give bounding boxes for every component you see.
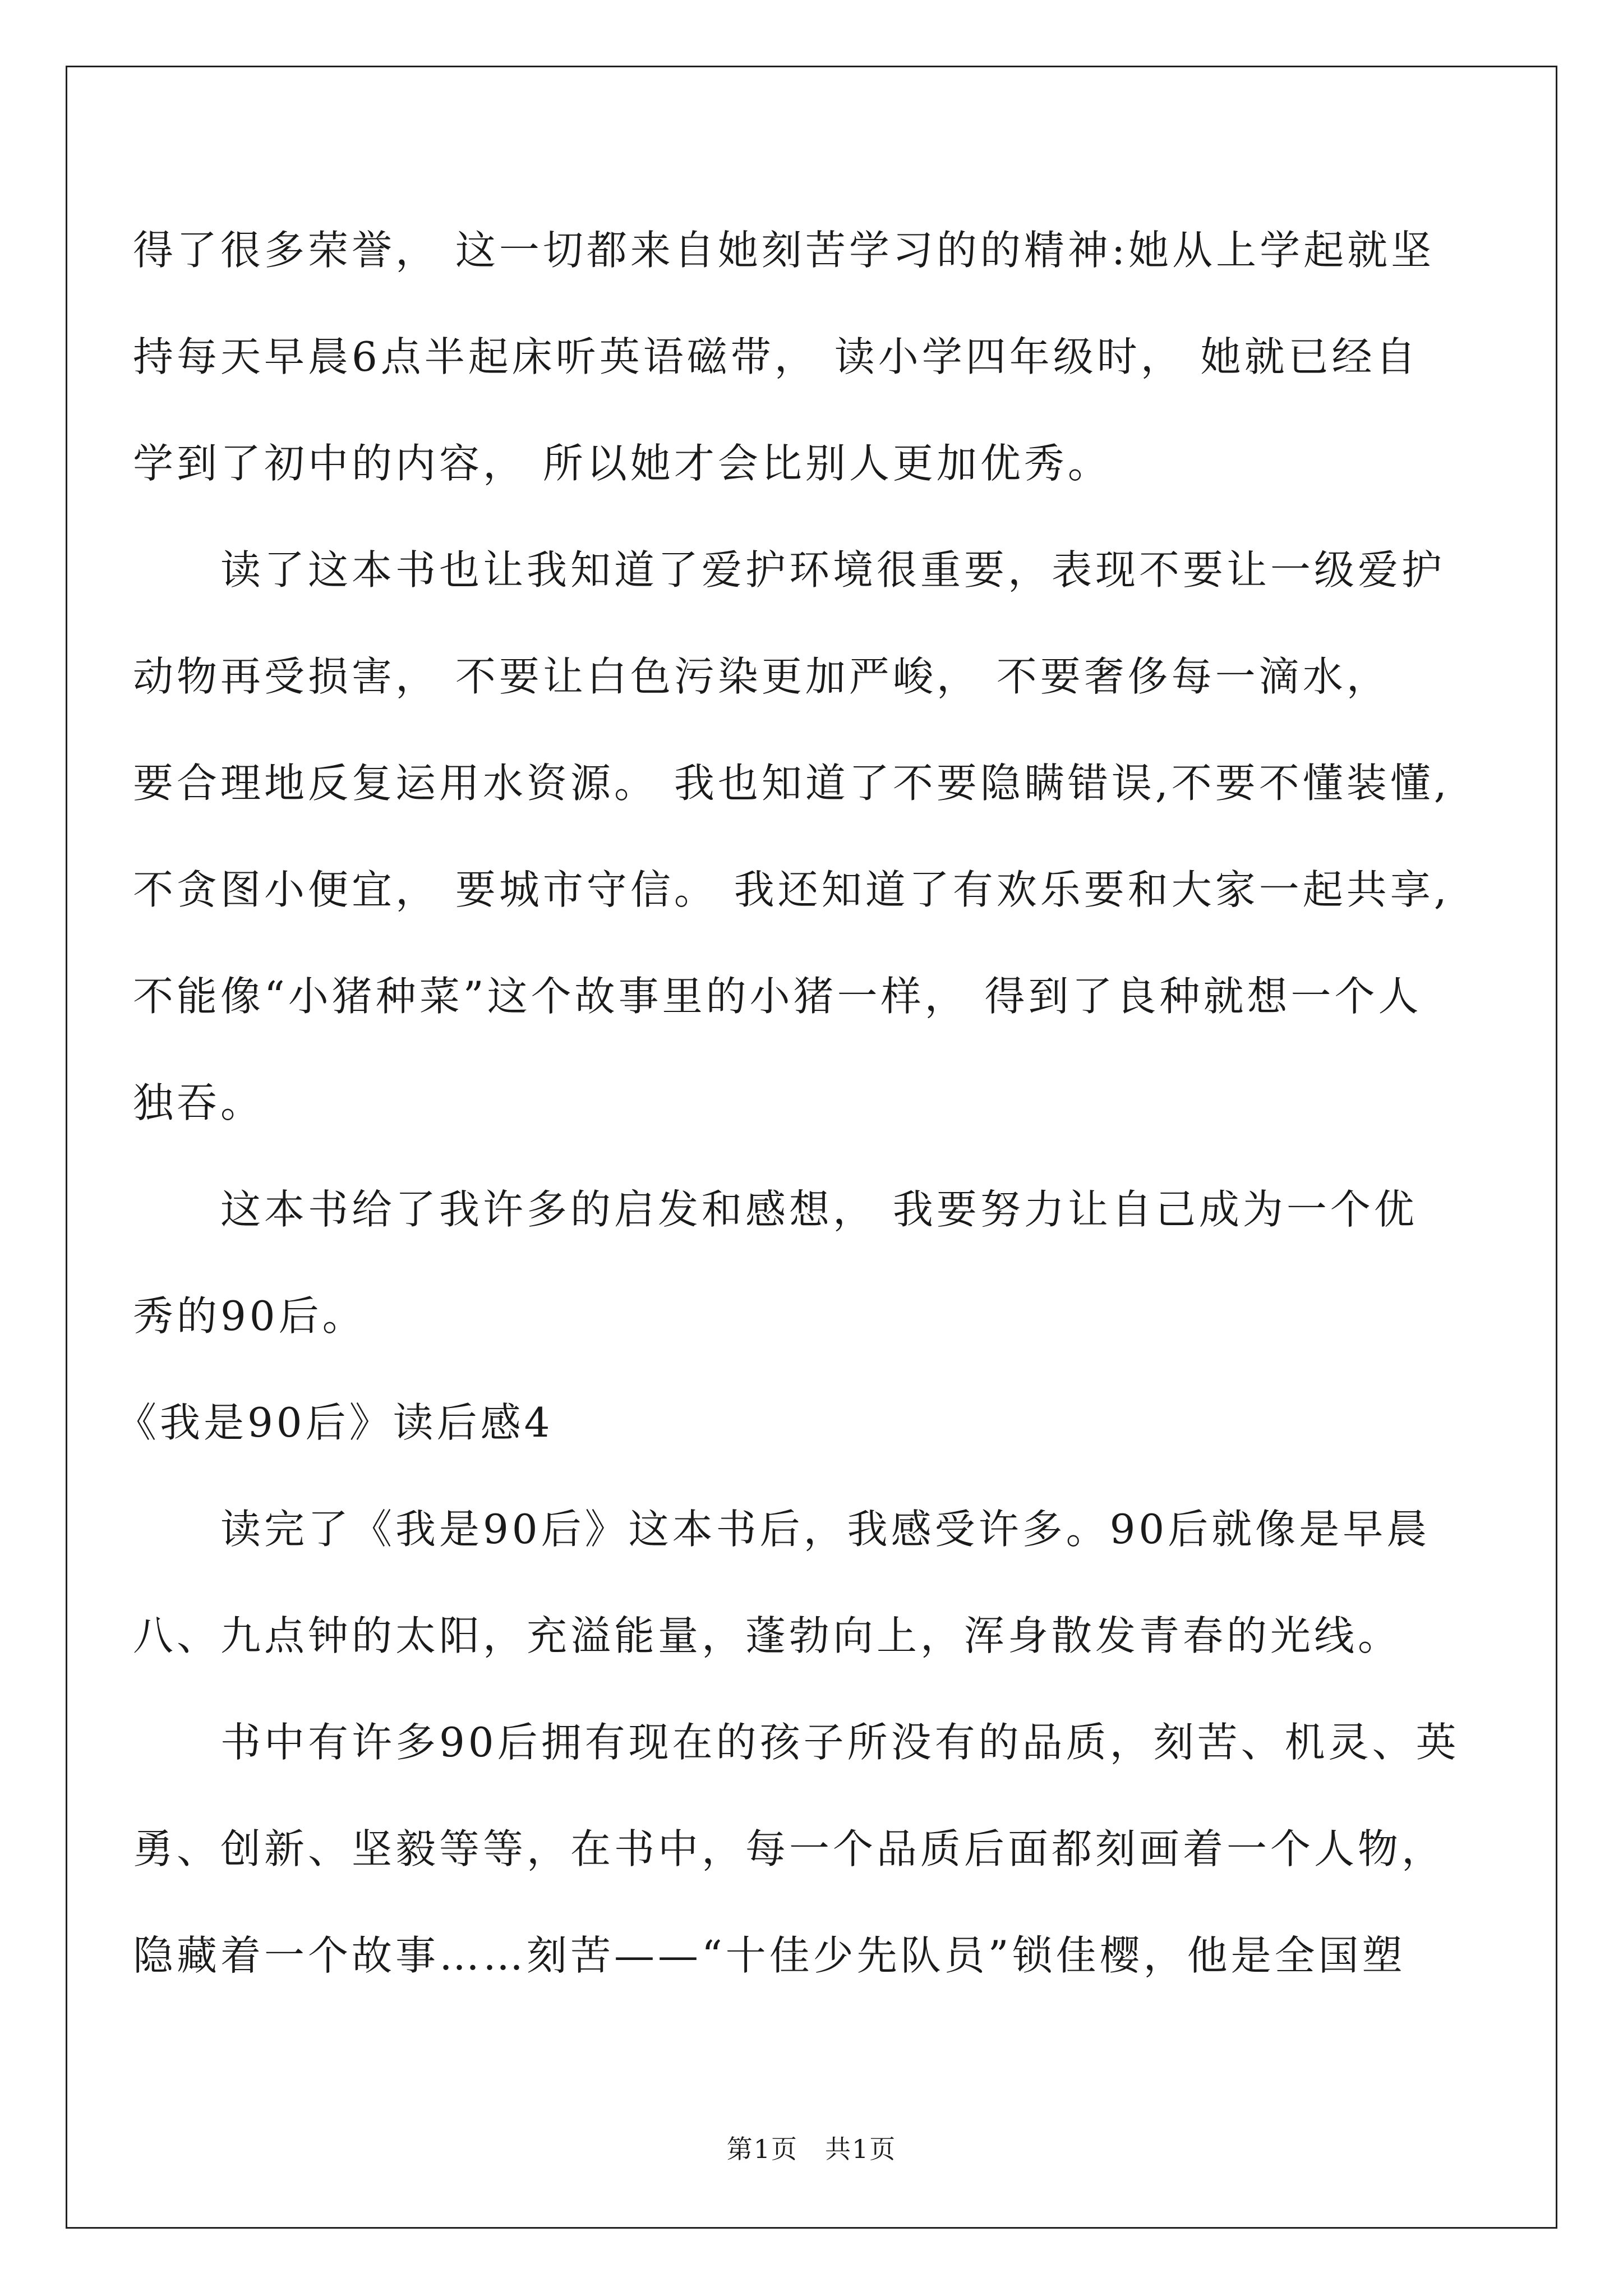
section-heading: 《我是90后》读后感4: [116, 1399, 554, 1446]
text-line: 书中有许多90后拥有现在的孩子所没有的品质，刻苦、机灵、英: [133, 1719, 1460, 1766]
text-line: 这本书给了我许多的启发和感想， 我要努力让自己成为一个优: [133, 1186, 1418, 1233]
text-line: 持每天早晨6点半起床听英语磁带， 读小学四年级时， 她就已经自: [133, 333, 1419, 380]
text-line: 读完了《我是90后》这本书后，我感受许多。90后就像是早晨: [133, 1506, 1431, 1553]
text-line: 要合理地反复运用水资源。 我也知道了不要隐瞒错误,不要不懂装懂,: [133, 760, 1450, 807]
text-line: 读了这本书也让我知道了爱护环境很重要，表现不要让一级爱护: [133, 546, 1446, 593]
page-number-footer: 第1页 共1页: [726, 2134, 897, 2164]
text-line: 学到了初中的内容， 所以她才会比别人更加优秀。: [133, 440, 1112, 487]
text-line: 不贪图小便宜， 要城市守信。 我还知道了有欢乐要和大家一起共享,: [133, 866, 1450, 913]
page-border: [66, 66, 1557, 2229]
text-line: 不能像“小猪种菜”这个故事里的小猪一样， 得到了良种就想一个人: [133, 973, 1422, 1020]
text-line: 八、九点钟的太阳，充溢能量，蓬勃向上，浑身散发青春的光线。: [133, 1612, 1402, 1659]
text-line: 秀的90后。: [133, 1292, 366, 1340]
text-line: 勇、创新、坚毅等等，在书中，每一个品质后面都刻画着一个人物，: [133, 1825, 1446, 1872]
text-line: 隐藏着一个故事……刻苦——“十佳少先队员”锁佳樱，他是全国塑: [133, 1932, 1406, 1979]
text-line: 动物再受损害， 不要让白色污染更加严峻， 不要奢侈每一滴水，: [133, 653, 1390, 700]
text-line: 独吞。: [133, 1079, 265, 1126]
text-line: 得了很多荣誉， 这一切都来自她刻苦学习的的精神:她从上学起就坚: [133, 227, 1435, 274]
